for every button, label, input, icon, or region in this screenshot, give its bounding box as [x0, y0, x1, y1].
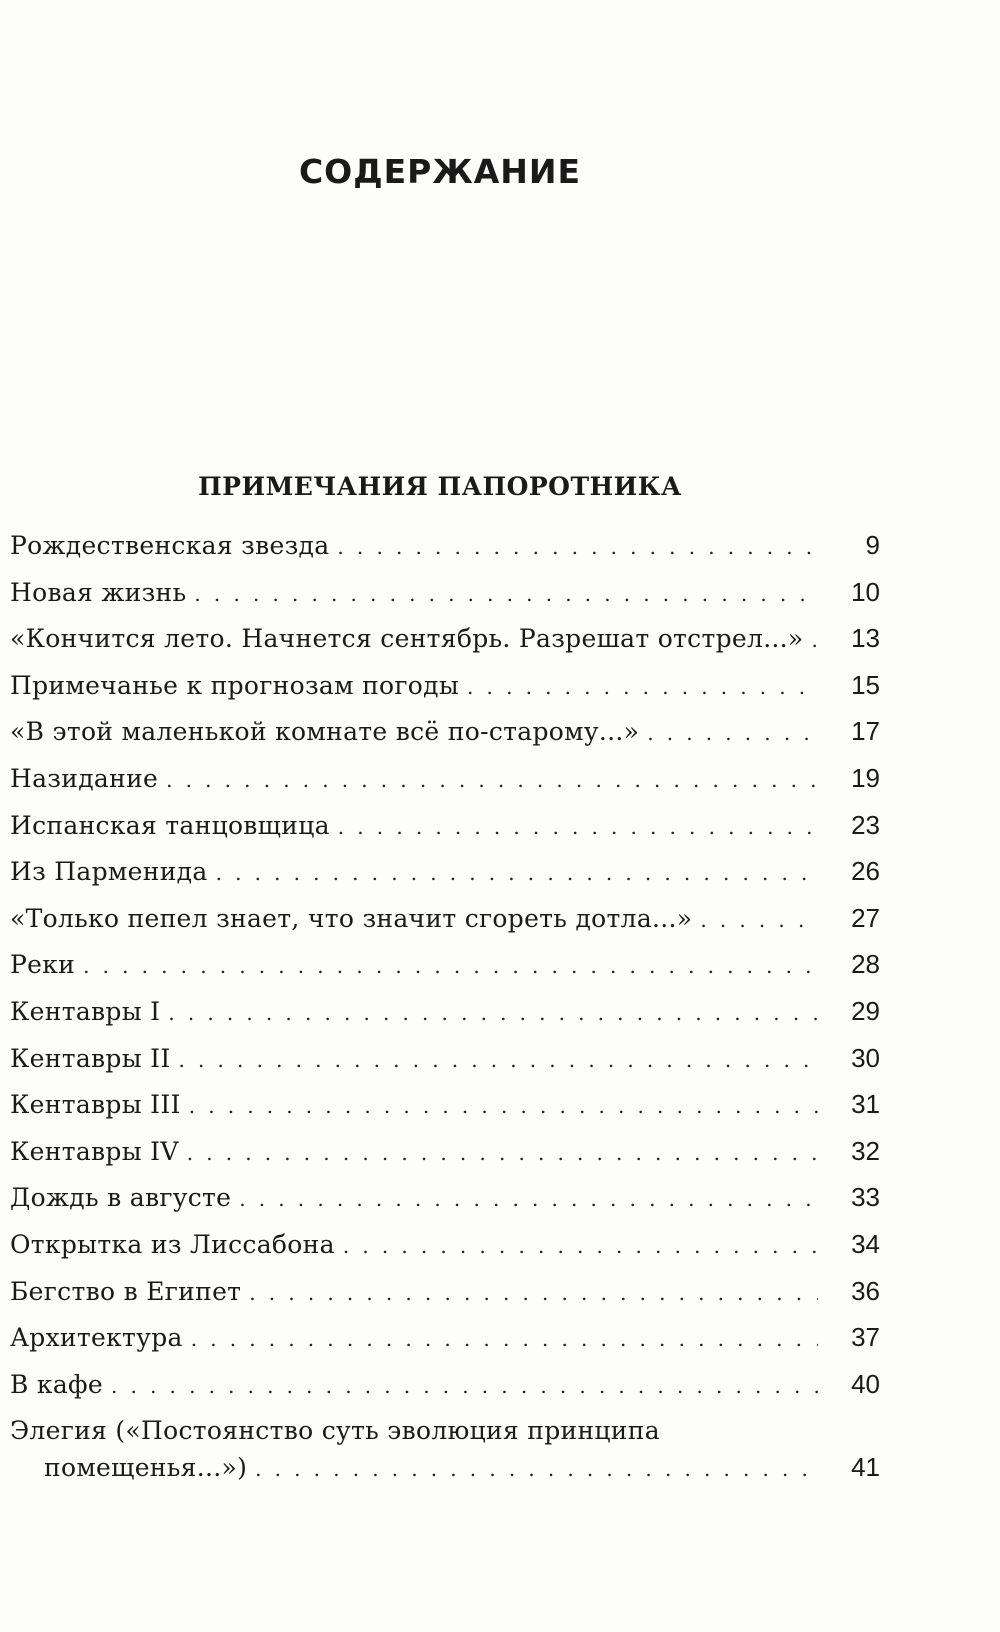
toc-dot-leader	[216, 850, 818, 897]
toc-entry-title: Рождественская звезда	[10, 531, 330, 560]
toc-dot-leader	[338, 804, 818, 851]
toc-entry[interactable]	[10, 708, 880, 755]
toc-dot-leader	[239, 1176, 818, 1223]
toc-entry-page: 23	[851, 809, 880, 840]
section-title: ПРИМЕЧАНИЯ ПАПОРОТНИКА	[198, 472, 682, 501]
toc-dot-leader	[700, 897, 818, 944]
toc-entry-title: Архитектура	[10, 1323, 183, 1353]
toc-dot-leader	[337, 524, 818, 571]
toc-entry-title: Из Парменида	[10, 857, 208, 887]
toc-entry-title: Кентавры IV	[10, 1136, 179, 1166]
toc-entry-page: 26	[851, 856, 880, 887]
toc-entry-title: Назидание	[10, 763, 159, 793]
toc-entry[interactable]	[10, 848, 880, 895]
toc-entry-title-line1: Элегия («Постоянство суть эволюция принципа	[10, 1416, 660, 1446]
toc-entry-multiline[interactable]	[10, 1407, 880, 1487]
toc-entry[interactable]	[10, 1268, 880, 1315]
toc-entry[interactable]	[10, 662, 880, 709]
toc-entry-title: Испанская танцовщица	[10, 810, 330, 840]
toc-dot-leader	[647, 710, 818, 757]
toc-entry[interactable]	[10, 1174, 880, 1221]
toc-entry-page: 36	[851, 1275, 880, 1306]
toc-entry-title-line2: помещенья...»)	[44, 1453, 248, 1483]
toc-dot-leader	[191, 1316, 818, 1363]
toc-entry[interactable]	[10, 988, 880, 1035]
toc-entry[interactable]	[10, 1035, 880, 1082]
toc-entry-page: 31	[851, 1089, 880, 1120]
toc-dot-leader	[179, 1037, 818, 1084]
toc-entry-title: Кентавры III	[10, 1090, 181, 1120]
toc-entry-title: Бегство в Египет	[10, 1276, 242, 1306]
toc-dot-leader	[812, 617, 818, 664]
toc-entry-page: 13	[851, 623, 880, 654]
toc-entry-title: Кентавры II	[10, 1043, 171, 1073]
toc-dot-leader	[187, 1130, 818, 1177]
toc-entry-title: Примечанье к прогнозам погоды	[10, 670, 460, 700]
toc-dot-leader	[194, 571, 818, 618]
toc-entry-title: Кентавры I	[10, 996, 161, 1026]
toc-entry-page: 30	[851, 1042, 880, 1073]
toc-dot-leader	[255, 1451, 818, 1487]
toc-entry-page: 33	[851, 1182, 880, 1213]
toc-entry-title: В кафе	[10, 1369, 104, 1399]
toc-entry-page: 28	[851, 949, 880, 980]
toc-entry-page: 41	[851, 1452, 880, 1483]
toc-entry[interactable]	[10, 1128, 880, 1175]
toc-entry[interactable]	[10, 941, 880, 988]
toc-dot-leader	[467, 664, 818, 711]
table-of-contents	[10, 522, 880, 1487]
toc-entry[interactable]	[10, 1314, 880, 1361]
toc-entry[interactable]	[10, 522, 880, 569]
toc-entry[interactable]	[10, 755, 880, 802]
toc-entry-page: 27	[851, 902, 880, 933]
toc-entry-page: 32	[851, 1135, 880, 1166]
page-title: СОДЕРЖАНИЕ	[298, 152, 582, 191]
toc-entry-title: «Только пепел знает, что значит сгореть дотла...»	[10, 903, 693, 933]
toc-entry-page: 10	[851, 576, 880, 607]
toc-entry-title: «В этой маленькой комнате всё по-старому...»	[10, 717, 640, 747]
toc-entry-page: 9	[865, 530, 880, 560]
toc-entry-title: Новая жизнь	[10, 577, 187, 607]
toc-dot-leader	[343, 1223, 818, 1270]
toc-entry-title: Открытка из Лиссабона	[10, 1229, 335, 1259]
toc-entry-page: 15	[851, 669, 880, 700]
toc-entry[interactable]	[10, 802, 880, 849]
toc-entry-second-line	[10, 1449, 880, 1487]
toc-entry-page: 37	[851, 1322, 880, 1353]
toc-dot-leader	[189, 1083, 818, 1130]
toc-dot-leader	[111, 1363, 818, 1410]
toc-entry[interactable]	[10, 1361, 880, 1408]
toc-dot-leader	[83, 943, 818, 990]
toc-dot-leader	[168, 990, 818, 1037]
toc-entry[interactable]	[10, 895, 880, 942]
toc-entry-title: Реки	[10, 950, 76, 980]
toc-entry[interactable]	[10, 1221, 880, 1268]
toc-entry-page: 40	[851, 1368, 880, 1399]
toc-dot-leader	[166, 757, 818, 804]
toc-entry-page: 17	[851, 716, 880, 747]
toc-entry-page: 34	[851, 1228, 880, 1259]
toc-entry-page: 19	[851, 762, 880, 793]
toc-entry-page: 29	[851, 995, 880, 1026]
toc-entry[interactable]	[10, 1081, 880, 1128]
toc-dot-leader	[249, 1270, 818, 1317]
toc-entry[interactable]	[10, 569, 880, 616]
toc-entry-title: «Кончится лето. Начнется сентябрь. Разрешат отстрел...»	[10, 624, 804, 654]
toc-entry-title: Дождь в августе	[10, 1183, 232, 1213]
toc-entry[interactable]	[10, 615, 880, 662]
